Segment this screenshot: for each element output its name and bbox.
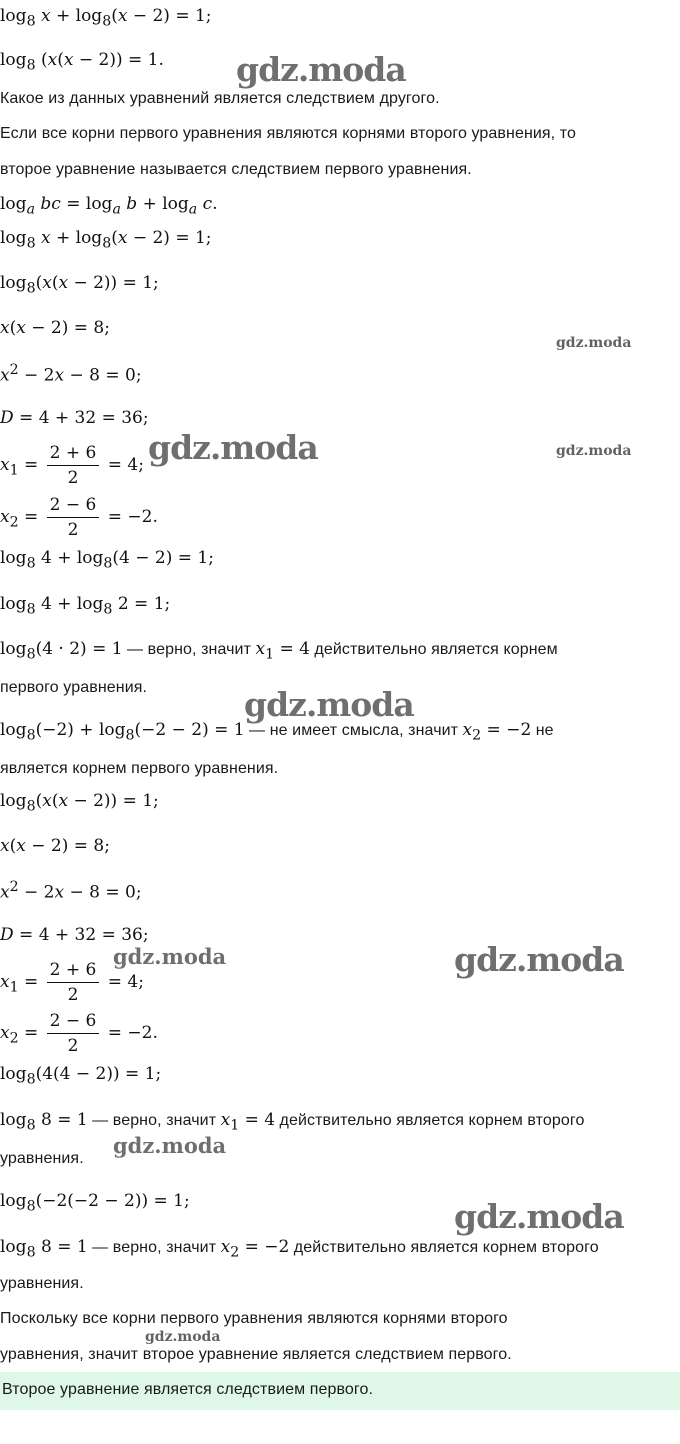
answer-text: Второе уравнение является следствием первого. [2, 1381, 374, 1398]
answer-box [0, 1372, 680, 1410]
step-quadratic: $x^2 - 2x - 8 = 0$; [0, 362, 142, 386]
eq2-root-x1: $x_1$ = $\frac{2 + 6}{2}$ = 4; [0, 960, 144, 1005]
watermark-logo: gdz.moda [244, 685, 414, 724]
root-x1: $x_1$ = $\frac{2 + 6}{2}$ = 4; [0, 443, 144, 488]
watermark-logo: gdz.moda [556, 335, 632, 351]
eq2-step-log: $\log_8(x(x - 2)) = 1$; [0, 791, 159, 815]
conclusion-line-2: уравнения, значит второе уравнение является следствием первого. [0, 1346, 512, 1363]
check-x1-eq2-result-line2: уравнения. [0, 1150, 84, 1167]
watermark-logo: gdz.moda [236, 50, 406, 89]
eq2-step-discriminant: D = 4 + 32 = 36; [0, 925, 149, 945]
definition-line-1: Если все корни первого уравнения являются корнями второго уравнения, то [0, 125, 577, 142]
question-text: Какое из данных уравнений является следствием другого. [0, 90, 440, 107]
root-x2: $x_2$ = $\frac{2 - 6}{2}$ = −2. [0, 495, 158, 540]
check-x2-eq1-result: $\log_8(-2) + \log_8(-2 - 2) = 1$ — не имеет смысла, значит $x_2 = -2$ не [0, 720, 554, 744]
conclusion-line-1: Поскольку все корни первого уравнения являются корнями второго [0, 1310, 508, 1327]
eq2-step-quadratic: $x^2 - 2x - 8 = 0$; [0, 879, 142, 903]
watermark-logo: gdz.moda [145, 1329, 221, 1345]
step-discriminant: D = 4 + 32 = 36; [0, 408, 149, 428]
eq2-step-product: x(x − 2) = 8; [0, 836, 110, 856]
step-product: x(x − 2) = 8; [0, 318, 110, 338]
definition-line-2: второе уравнение называется следствием первого уравнения. [0, 161, 472, 178]
watermark-logo: gdz.moda [148, 428, 318, 467]
watermark-logo: gdz.moda [454, 1197, 624, 1236]
check-x1-eq1-result: $\log_8(4 \cdot 2) = 1$ — верно, значит $x_1 = 4$ действительно является корнем [0, 639, 558, 663]
step-equation-1: $\log_8 x + \log_8(x - 2) = 1$; [0, 228, 212, 252]
eq2-root-x2: $x_2$ = $\frac{2 - 6}{2}$ = −2. [0, 1011, 158, 1056]
equation-1: $\log_8 x + \log_8(x - 2) = 1$; [0, 6, 212, 30]
step-log-combined: $\log_8(x(x - 2)) = 1$; [0, 273, 159, 297]
check-x1-eq1-result-line2: первого уравнения. [0, 679, 148, 696]
watermark-logo: gdz.moda [113, 944, 227, 969]
check-x2-eq1-result-line2: является корнем первого уравнения. [0, 760, 279, 777]
check-x2-eq2: $\log_8(-2(-2 - 2)) = 1$; [0, 1191, 190, 1215]
equation-2: $\log_8 (x(x - 2)) = 1$. [0, 50, 164, 74]
log-product-rule: $\log_a$ bc = $\log_a b + \log_a c$. [0, 194, 218, 218]
watermark-logo: gdz.moda [556, 443, 632, 459]
check-x1-eq2-result: $\log_8 8 = 1$ — верно, значит $x_1 = 4$ действительно является корнем второго [0, 1110, 585, 1134]
check-x2-eq2-result-line2: уравнения. [0, 1275, 84, 1292]
watermark-logo: gdz.moda [454, 940, 624, 979]
check-x1-eq1: $\log_8 4 + \log_8(4 - 2) = 1$; [0, 548, 214, 572]
watermark-logo: gdz.moda [113, 1133, 227, 1158]
check-x2-eq2-result: $\log_8 8 = 1$ — верно, значит $x_2 = -2$ действительно является корнем второго [0, 1237, 599, 1261]
check-x1-eq1-simplified: $\log_8 4 + \log_8 2 = 1$; [0, 594, 171, 618]
check-x1-eq2: $\log_8(4(4 - 2)) = 1$; [0, 1064, 162, 1088]
